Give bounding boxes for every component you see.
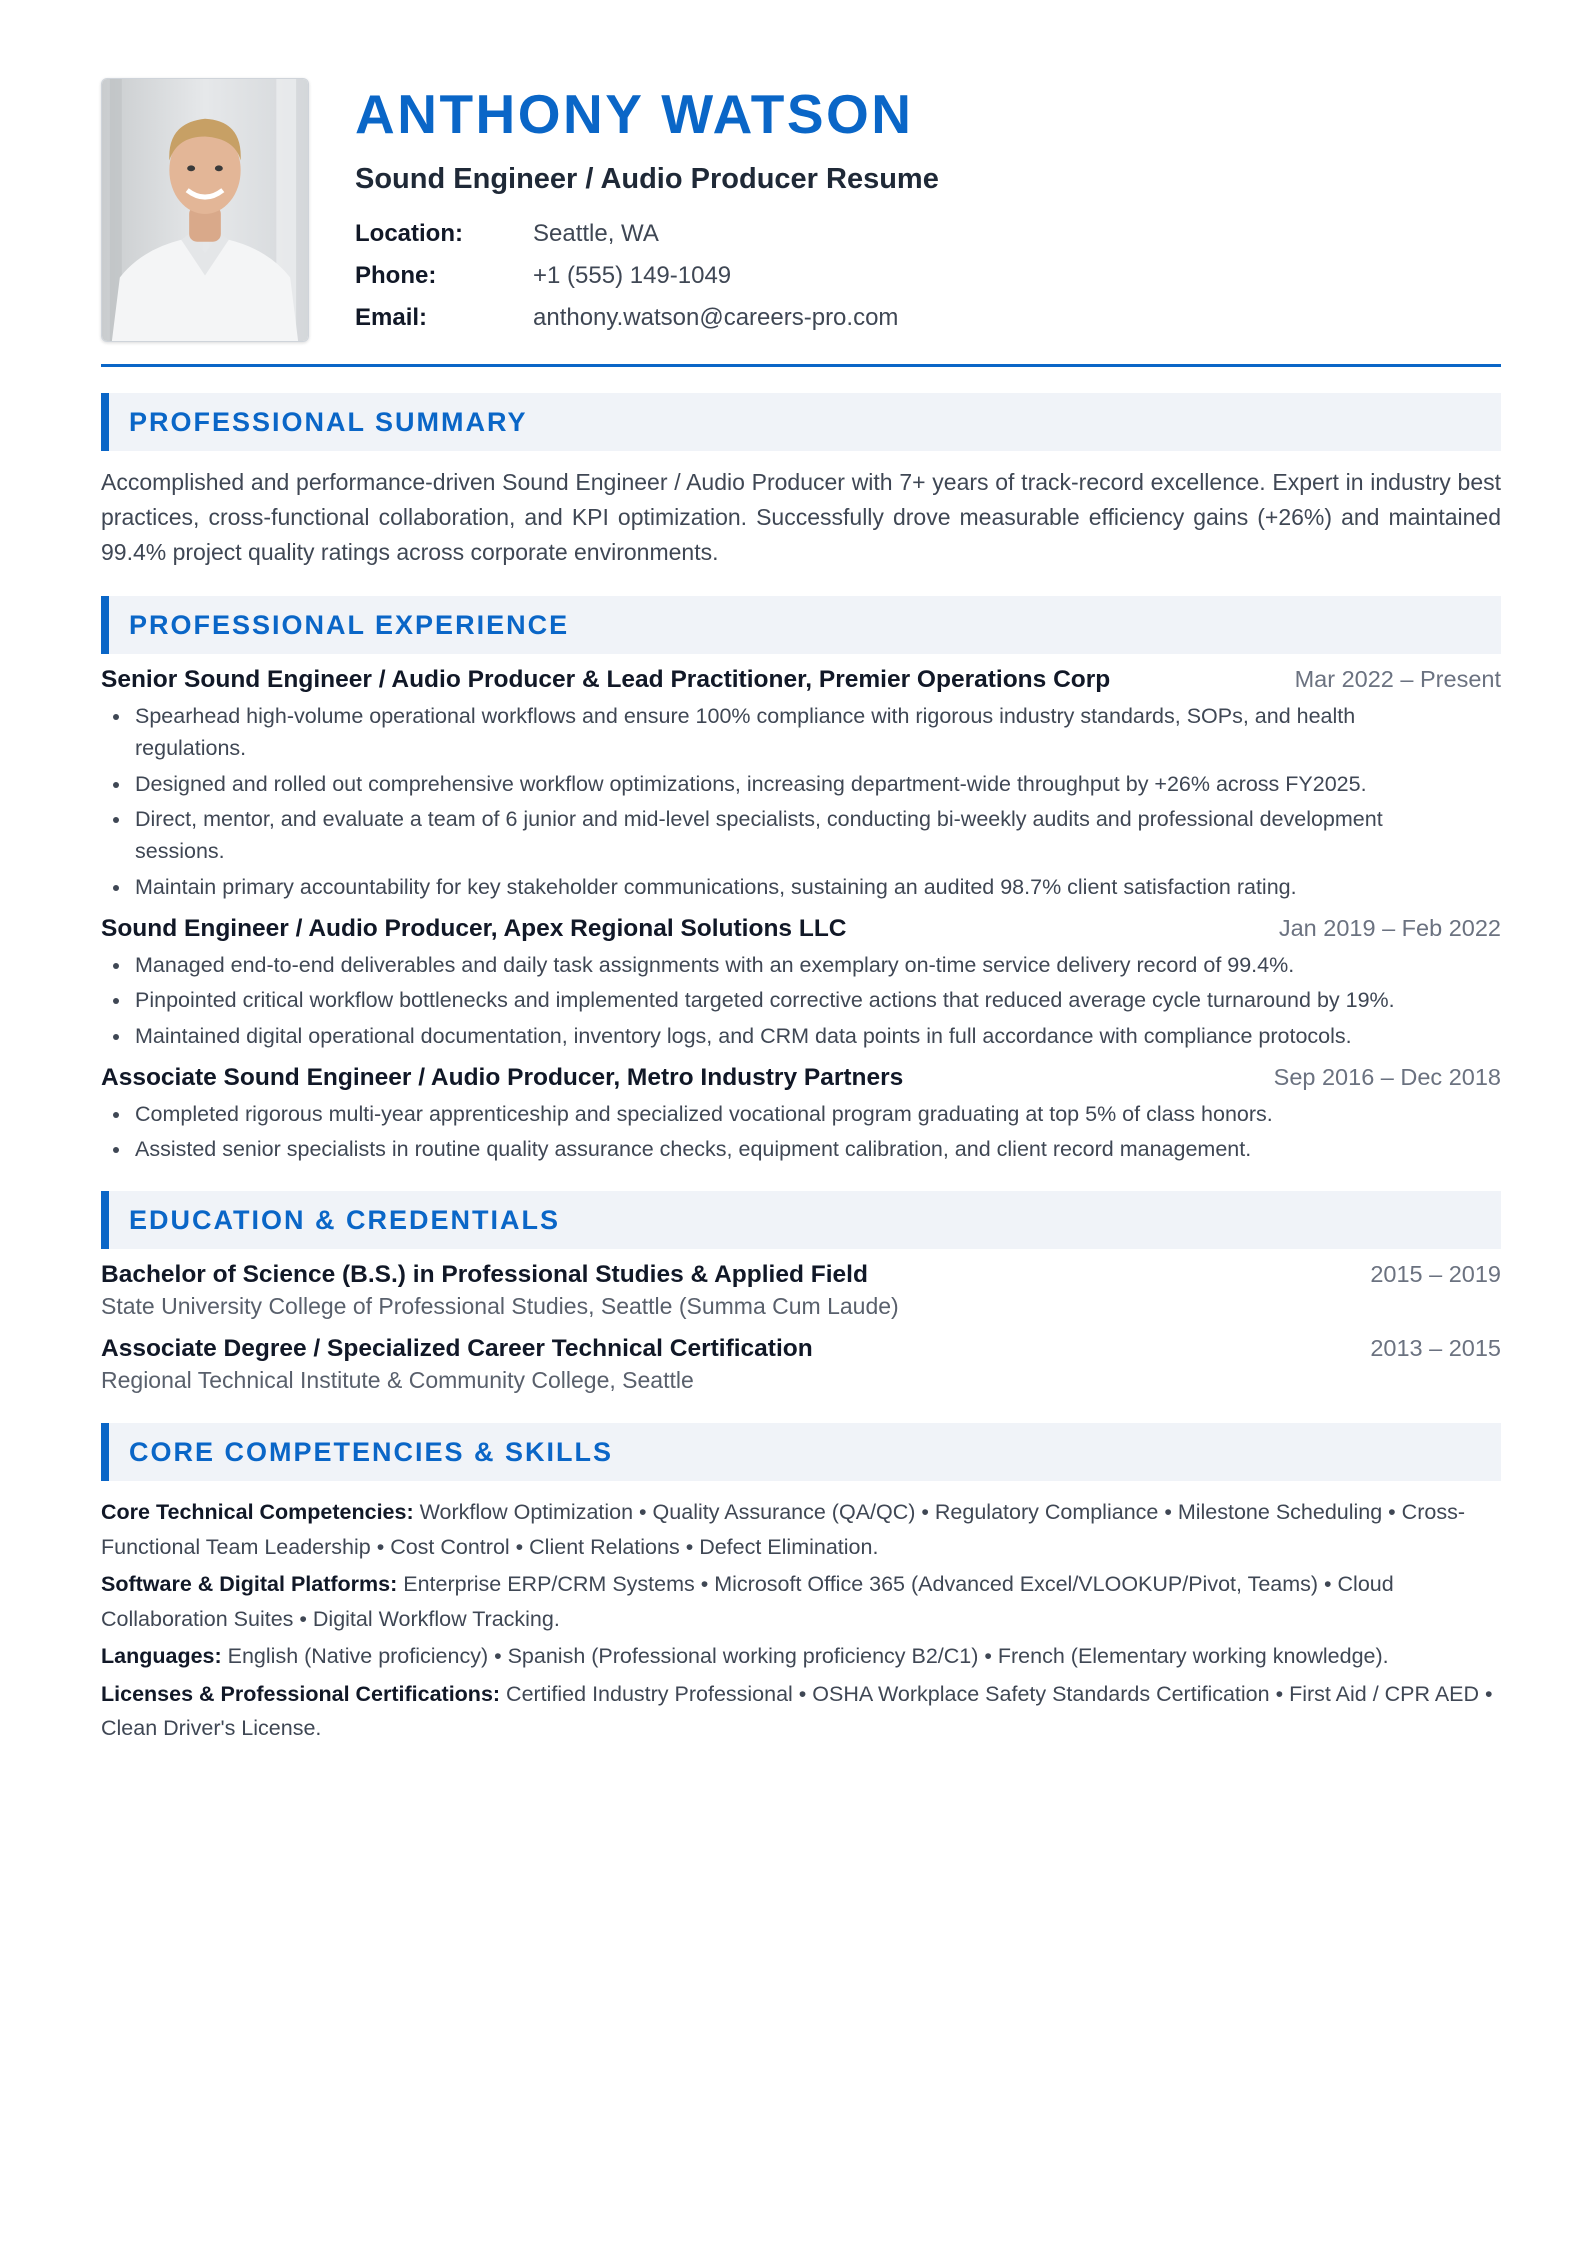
profile-photo: [101, 78, 309, 342]
school-name: State University College of Professional Studies, Seattle (Summa Cum Laude): [101, 1293, 899, 1319]
skill-label: Languages:: [101, 1644, 222, 1668]
job-bullets: [101, 949, 1501, 1052]
job-bullet: Completed rigorous multi-year apprenticeship and specialized vocational program graduating at top 5% of class honors.: [135, 1098, 1501, 1130]
education-entry: [101, 1261, 1501, 1323]
section-title: PROFESSIONAL EXPERIENCE: [129, 609, 570, 640]
job-bullet: Managed end-to-end deliverables and daily task assignments with an exemplary on-time service delivery record of 99.4%.: [135, 949, 1501, 981]
job-dates: Jan 2019 – Feb 2022: [1278, 914, 1501, 941]
section-title: CORE COMPETENCIES & SKILLS: [129, 1436, 614, 1467]
job-bullet: Maintain primary accountability for key stakeholder communications, sustaining an audited 98.7% client satisfaction rating.: [135, 871, 1501, 903]
job-bullets: [101, 1098, 1501, 1166]
contact-phone: [355, 255, 939, 297]
degree-title: Bachelor of Science (B.S.) in Professional Studies & Applied Field: [101, 1261, 868, 1288]
education-dates: 2015 – 2019: [1370, 1261, 1501, 1287]
skill-label: Core Technical Competencies:: [101, 1500, 414, 1524]
contact-value: +1 (555) 149-1049: [533, 262, 732, 289]
job-bullet: Assisted senior specialists in routine quality assurance checks, equipment calibration, and client record management.: [135, 1133, 1501, 1165]
section-header-skills: [101, 1423, 1501, 1481]
skill-row: [101, 1639, 1501, 1674]
contact-email: [355, 297, 939, 339]
skill-label: Software & Digital Platforms:: [101, 1572, 398, 1596]
summary-text: Accomplished and performance-driven Sound Engineer / Audio Producer with 7+ years of track-record excellence. Expert in industry best practices, cross-functional collaboration, and KPI optimization. Successfully drove measurable efficiency gains (+26%) and maintained 99.4% project quality ratings across corporate environments.: [101, 469, 1501, 565]
job-dates: Mar 2022 – Present: [1294, 666, 1501, 692]
candidate-name: ANTHONY WATSON: [355, 83, 914, 145]
school-name: Regional Technical Institute & Community College, Seattle: [101, 1367, 694, 1393]
skill-text: Certified Industry Professional • OSHA Workplace Safety Standards Certification • First Aid / CPR AED • Clean Driver's License.: [101, 1681, 1493, 1740]
job-entry: [101, 666, 1501, 903]
job-bullet: Maintained digital operational documentation, inventory logs, and CRM data points in full accordance with compliance protocols.: [135, 1020, 1501, 1052]
job-dates: Sep 2016 – Dec 2018: [1273, 1063, 1501, 1090]
education-dates: 2013 – 2015: [1370, 1335, 1501, 1361]
contact-value: Seattle, WA: [533, 220, 659, 247]
job-entry: [101, 915, 1501, 1052]
section-title: PROFESSIONAL SUMMARY: [129, 406, 528, 437]
contact-label: Email:: [355, 304, 428, 331]
contact-label: Phone:: [355, 262, 437, 289]
job-bullet: Direct, mentor, and evaluate a team of 6 junior and mid-level specialists, conducting bi-weekly audits and professional development sessions.: [135, 803, 1501, 867]
resume-subtitle: Sound Engineer / Audio Producer Resume: [355, 163, 939, 195]
contact-list: [355, 213, 939, 339]
resume-header: [101, 78, 1501, 342]
degree-title: Associate Degree / Specialized Career Technical Certification: [101, 1335, 813, 1362]
skill-label: Licenses & Professional Certifications:: [101, 1681, 501, 1706]
job-entry: [101, 1064, 1501, 1166]
contact-value: anthony.watson@careers-pro.com: [533, 304, 899, 331]
section-header-education: [101, 1191, 1501, 1249]
section-header-summary: [101, 393, 1501, 451]
skill-text: English (Native proficiency) • Spanish (Professional working proficiency B2/C1) • French (Elementary working knowledge).: [221, 1644, 1389, 1668]
section-header-experience: [101, 596, 1501, 654]
skill-text: Workflow Optimization • Quality Assurance (QA/QC) • Regulatory Compliance • Milestone Scheduling • Cross-Functional Team Leadership • Cost Control • Client Relations • Defect Elimination.: [101, 1500, 1465, 1559]
job-title: Senior Sound Engineer / Audio Producer & Lead Practitioner, Premier Operations Corp: [101, 666, 1111, 693]
section-title: EDUCATION & CREDENTIALS: [129, 1204, 561, 1235]
job-bullet: Pinpointed critical workflow bottlenecks and implemented targeted corrective actions that reduced average cycle turnaround by 19%.: [135, 984, 1501, 1016]
contact-label: Location:: [355, 220, 463, 247]
header-divider: [101, 364, 1501, 367]
skills-list: [101, 1495, 1501, 1746]
contact-location: [355, 213, 939, 255]
skill-row: [101, 1677, 1501, 1746]
job-title: Sound Engineer / Audio Producer, Apex Regional Solutions LLC: [101, 914, 847, 942]
job-bullets: [101, 700, 1501, 903]
resume-page: [101, 78, 1501, 1749]
job-title: Associate Sound Engineer / Audio Producer, Metro Industry Partners: [101, 1063, 904, 1091]
skill-text: Enterprise ERP/CRM Systems • Microsoft Office 365 (Advanced Excel/VLOOKUP/Pivot, Teams) • Cloud Collaboration Suites • Digital Workflow Tracking.: [101, 1572, 1394, 1631]
job-bullet: Designed and rolled out comprehensive workflow optimizations, increasing department-wide throughput by +26% across FY2025.: [135, 768, 1501, 800]
header-info: [355, 78, 939, 339]
skill-row: [101, 1567, 1501, 1636]
education-entry: [101, 1335, 1501, 1397]
skill-row: [101, 1495, 1501, 1564]
job-bullet: Spearhead high-volume operational workflows and ensure 100% compliance with rigorous industry standards, SOPs, and health regulations.: [135, 700, 1501, 764]
